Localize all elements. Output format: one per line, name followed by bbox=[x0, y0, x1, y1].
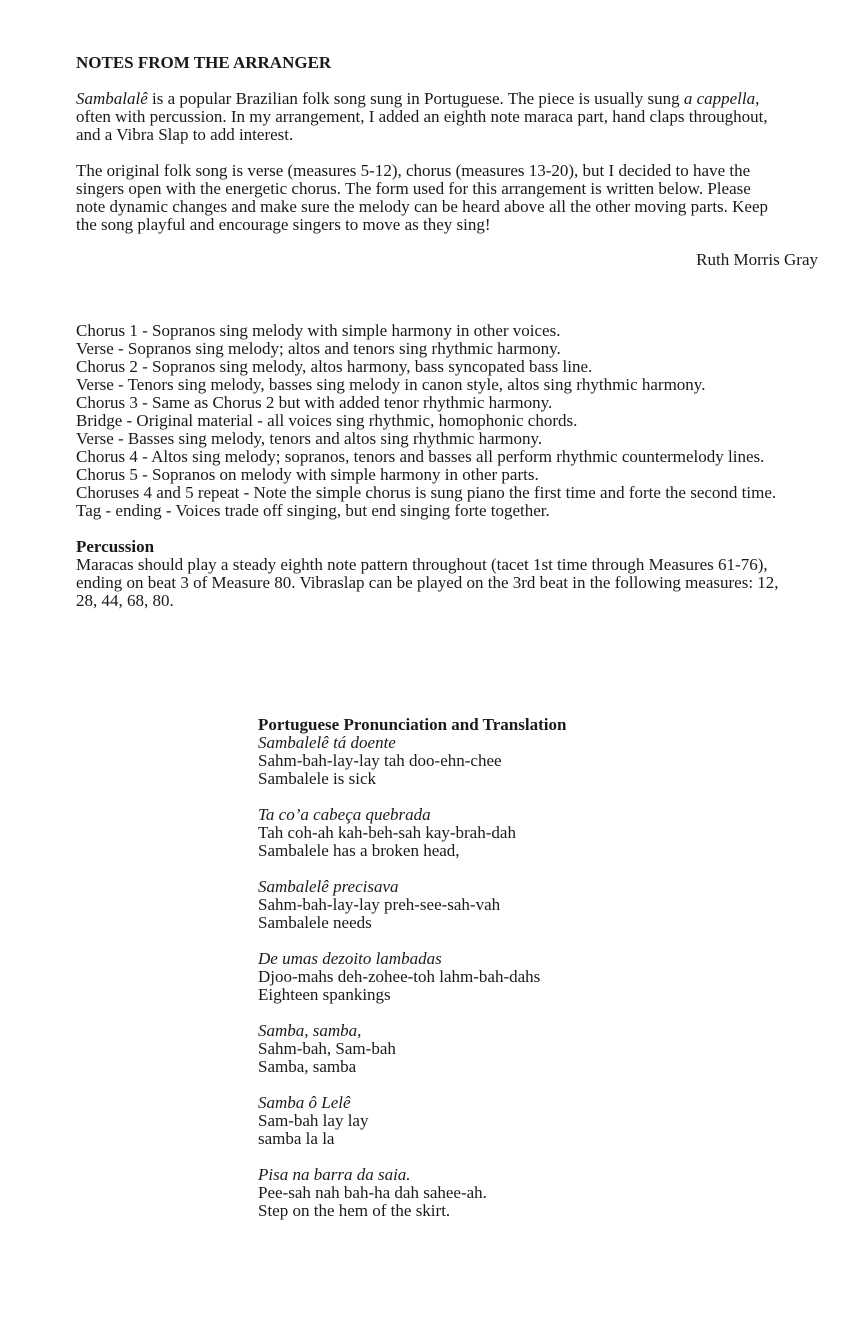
stanza bbox=[258, 734, 566, 788]
english-line: Eighteen spankings bbox=[258, 985, 391, 1004]
form-item: Verse - Sopranos sing melody; altos and tenors sing rhythmic harmony. bbox=[76, 339, 561, 358]
intro-comma: , bbox=[755, 89, 760, 108]
form-item: Choruses 4 and 5 repeat - Note the simple chorus is sung piano the first time and forte the second time. bbox=[76, 483, 777, 502]
percussion-heading: Percussion bbox=[76, 537, 155, 556]
intro-line: and a Vibra Slap to add interest. bbox=[76, 125, 294, 144]
percussion-line: ending on beat 3 of Measure 80. Vibraslap can be played on the 3rd beat in the following measures: 12, bbox=[76, 573, 779, 592]
form-item: Chorus 4 - Altos sing melody; sopranos, tenors and basses all perform rhythmic countermelody lines. bbox=[76, 447, 765, 466]
form-paragraph bbox=[76, 162, 768, 234]
stanza bbox=[258, 1022, 566, 1076]
form-item: Tag - ending - Voices trade off singing, but end singing forte together. bbox=[76, 501, 550, 520]
form-item: Bridge - Original material - all voices sing rhythmic, homophonic chords. bbox=[76, 411, 578, 430]
paragraph-line: the song playful and encourage singers to move as they sing! bbox=[76, 215, 491, 234]
portuguese-line: De umas dezoito lambadas bbox=[258, 949, 442, 968]
pronunciation-line: Sahm-bah, Sam-bah bbox=[258, 1039, 396, 1058]
form-item: Verse - Tenors sing melody, basses sing melody in canon style, altos sing rhythmic harmony. bbox=[76, 375, 706, 394]
pronunciation-line: Djoo-mahs deh-zohee-toh lahm-bah-dahs bbox=[258, 967, 541, 986]
form-item: Chorus 5 - Sopranos on melody with simple harmony in other parts. bbox=[76, 465, 539, 484]
portuguese-line: Sambalelê tá doente bbox=[258, 733, 396, 752]
intro-line bbox=[76, 90, 768, 108]
stanza bbox=[258, 950, 566, 1004]
intro-text: is a popular Brazilian folk song sung in Portuguese. The piece is usually sung bbox=[147, 89, 684, 108]
pronunciation-line: Sahm-bah-lay-lay tah doo-ehn-chee bbox=[258, 751, 502, 770]
translation-heading: Portuguese Pronunciation and Translation bbox=[258, 715, 567, 734]
pronunciation-line: Pee-sah nah bah-ha dah sahee-ah. bbox=[258, 1183, 487, 1202]
portuguese-line: Samba, samba, bbox=[258, 1021, 362, 1040]
notes-heading: NOTES FROM THE ARRANGER bbox=[76, 53, 332, 72]
stanza bbox=[258, 878, 566, 932]
paragraph-line: The original folk song is verse (measures 5-12), chorus (measures 13-20), but I decided to have the bbox=[76, 161, 751, 180]
form-list bbox=[76, 322, 776, 520]
form-item: Chorus 2 - Sopranos sing melody, altos harmony, bass syncopated bass line. bbox=[76, 357, 593, 376]
percussion-line: 28, 44, 68, 80. bbox=[76, 591, 174, 610]
portuguese-line: Pisa na barra da saia. bbox=[258, 1165, 411, 1184]
english-line: Sambalele needs bbox=[258, 913, 372, 932]
stanza bbox=[258, 1094, 566, 1148]
stanza bbox=[258, 806, 566, 860]
english-line: Samba, samba bbox=[258, 1057, 357, 1076]
english-line: Step on the hem of the skirt. bbox=[258, 1201, 451, 1220]
paragraph-line: note dynamic changes and make sure the melody can be heard above all the other moving parts. Keep bbox=[76, 197, 769, 216]
form-item: Chorus 1 - Sopranos sing melody with simple harmony in other voices. bbox=[76, 321, 561, 340]
intro-line: often with percussion. In my arrangement, I added an eighth note maraca part, hand claps throughout, bbox=[76, 107, 768, 126]
english-line: samba la la bbox=[258, 1129, 335, 1148]
pronunciation-line: Sahm-bah-lay-lay preh-see-sah-vah bbox=[258, 895, 501, 914]
paragraph-line: singers open with the energetic chorus. The form used for this arrangement is written below. Please bbox=[76, 179, 751, 198]
percussion-section bbox=[76, 538, 779, 610]
english-line: Sambalele has a broken head, bbox=[258, 841, 460, 860]
form-item: Verse - Basses sing melody, tenors and altos sing rhythmic harmony. bbox=[76, 429, 543, 448]
stanza bbox=[258, 1166, 566, 1220]
a-cappella-text: a cappella bbox=[683, 89, 756, 108]
pronunciation-line: Tah coh-ah kah-beh-sah kay-brah-dah bbox=[258, 823, 516, 842]
form-item: Chorus 3 - Same as Chorus 2 but with added tenor rhythmic harmony. bbox=[76, 393, 553, 412]
percussion-line: Maracas should play a steady eighth note pattern throughout (tacet 1st time through Measures 61-76), bbox=[76, 555, 768, 574]
english-line: Sambalele is sick bbox=[258, 769, 377, 788]
portuguese-line: Sambalelê precisava bbox=[258, 877, 399, 896]
song-title: Sambalalê bbox=[76, 89, 148, 108]
translation-section bbox=[258, 716, 566, 1220]
portuguese-line: Samba ô Lelê bbox=[258, 1093, 351, 1112]
signature: Ruth Morris Gray bbox=[696, 250, 818, 269]
pronunciation-line: Sam-bah lay lay bbox=[258, 1111, 369, 1130]
portuguese-line: Ta co’a cabeça quebrada bbox=[258, 805, 431, 824]
intro-paragraph bbox=[76, 90, 768, 144]
